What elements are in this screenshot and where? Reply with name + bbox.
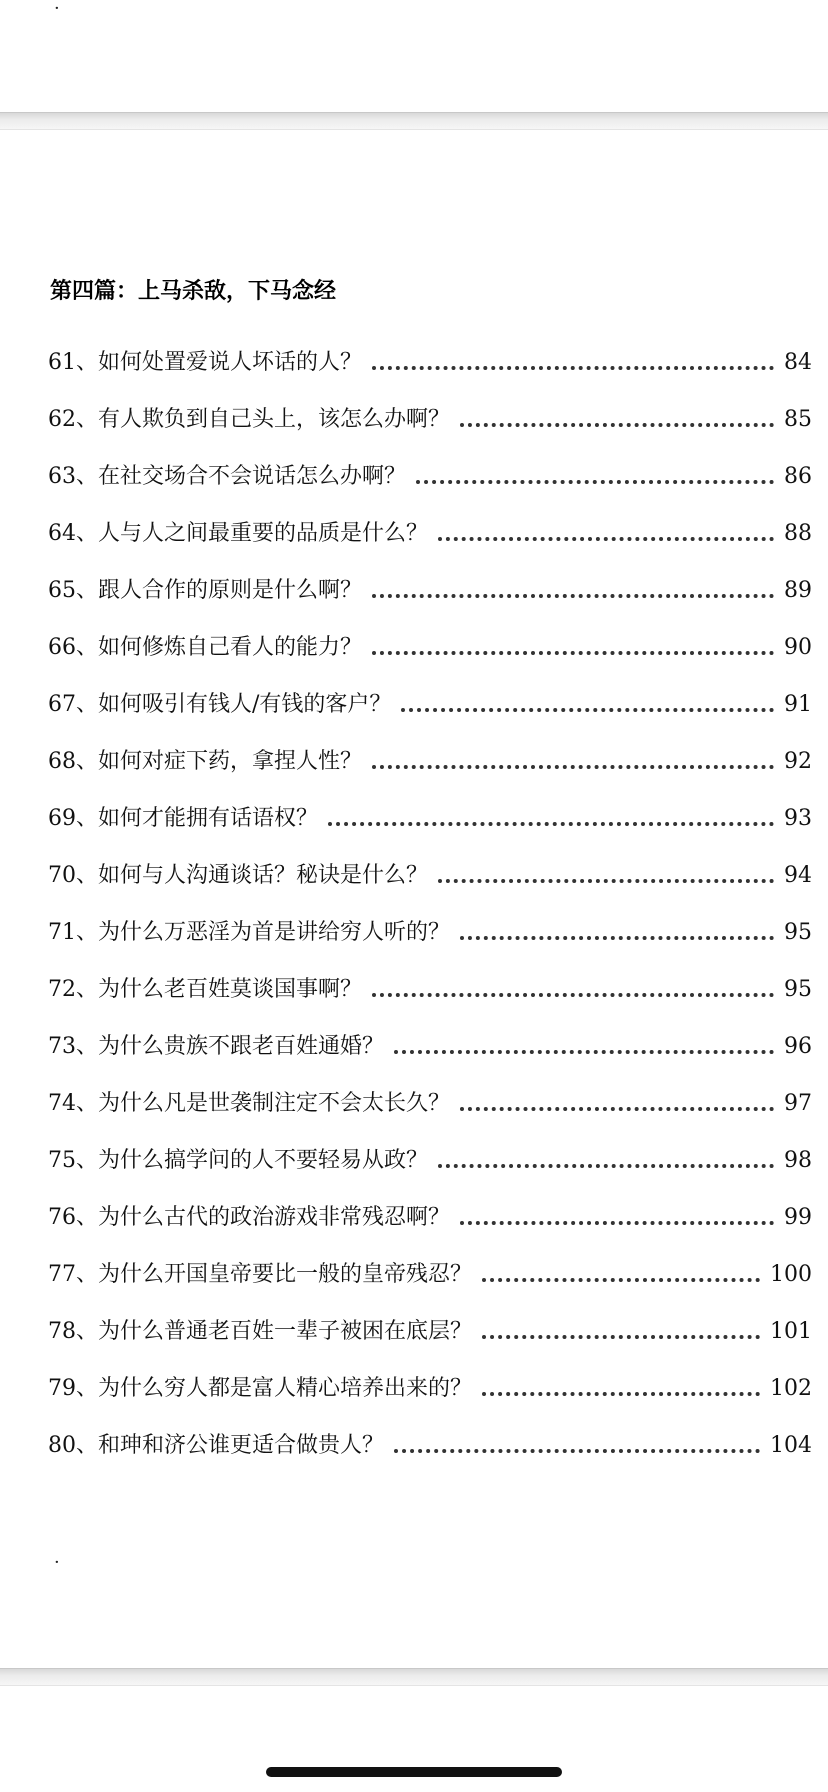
- toc-dot-leader: [460, 423, 774, 427]
- toc-entry[interactable]: [48, 615, 812, 672]
- toc-entry-title: 73、为什么贵族不跟老百姓通婚？: [48, 1034, 384, 1059]
- toc-entry-page-number: 100: [770, 1262, 812, 1287]
- toc-entry-title: 71、为什么万恶淫为首是讲给穷人听的？: [48, 920, 450, 945]
- toc-entry-page-number: 85: [784, 407, 812, 432]
- toc-entry[interactable]: [48, 558, 812, 615]
- toc-entry-title: 62、有人欺负到自己头上，该怎么办啊？: [48, 407, 450, 432]
- toc-entry[interactable]: [48, 957, 812, 1014]
- toc-dot-leader: [438, 879, 774, 883]
- table-of-contents: [48, 330, 812, 1470]
- toc-entry-page-number: 88: [784, 521, 812, 546]
- toc-entry-page-number: 104: [770, 1433, 812, 1458]
- toc-entry-title: 67、如何吸引有钱人/有钱的客户？: [48, 692, 392, 717]
- toc-entry[interactable]: [48, 330, 812, 387]
- toc-entry-page-number: 101: [770, 1319, 812, 1344]
- section-heading: 第四篇：上马杀敌，下马念经: [50, 279, 337, 304]
- toc-dot-leader: [460, 936, 774, 940]
- toc-entry-title: 79、为什么穷人都是富人精心培养出来的？: [48, 1376, 472, 1401]
- toc-dot-leader: [372, 651, 774, 655]
- toc-entry-page-number: 86: [784, 464, 812, 489]
- toc-entry[interactable]: [48, 501, 812, 558]
- toc-dot-leader: [372, 765, 774, 769]
- toc-entry[interactable]: [48, 672, 812, 729]
- toc-entry-page-number: 94: [784, 863, 812, 888]
- toc-entry[interactable]: [48, 1356, 812, 1413]
- toc-entry[interactable]: [48, 1071, 812, 1128]
- toc-entry-title: 74、为什么凡是世袭制注定不会太长久？: [48, 1091, 450, 1116]
- toc-entry-page-number: 91: [784, 692, 812, 717]
- toc-entry[interactable]: [48, 1185, 812, 1242]
- toc-entry-page-number: 97: [784, 1091, 812, 1116]
- toc-entry-title: 72、为什么老百姓莫谈国事啊？: [48, 977, 362, 1002]
- toc-dot-leader: [438, 1164, 774, 1168]
- toc-entry-page-number: 95: [784, 920, 812, 945]
- toc-entry-page-number: 90: [784, 635, 812, 660]
- toc-entry[interactable]: [48, 1299, 812, 1356]
- toc-entry[interactable]: [48, 1014, 812, 1071]
- toc-entry-page-number: 84: [784, 350, 812, 375]
- home-indicator[interactable]: [266, 1767, 562, 1777]
- toc-entry-title: 78、为什么普通老百姓一辈子被困在底层？: [48, 1319, 472, 1344]
- toc-dot-leader: [416, 480, 774, 484]
- toc-entry[interactable]: [48, 843, 812, 900]
- toc-entry-title: 61、如何处置爱说人坏话的人？: [48, 350, 362, 375]
- toc-entry-page-number: 98: [784, 1148, 812, 1173]
- toc-entry-page-number: 95: [784, 977, 812, 1002]
- toc-entry-title: 69、如何才能拥有话语权？: [48, 806, 318, 831]
- toc-entry-page-number: 99: [784, 1205, 812, 1230]
- toc-dot-leader: [482, 1392, 760, 1396]
- toc-entry-page-number: 102: [770, 1376, 812, 1401]
- toc-dot-leader: [401, 708, 774, 712]
- toc-entry-title: 80、和珅和济公谁更适合做贵人？: [48, 1433, 384, 1458]
- page-dot-top: ·: [54, 0, 60, 19]
- toc-entry[interactable]: [48, 1413, 812, 1470]
- toc-entry[interactable]: [48, 900, 812, 957]
- toc-dot-leader: [482, 1335, 760, 1339]
- toc-dot-leader: [482, 1278, 760, 1282]
- toc-entry-title: 66、如何修炼自己看人的能力？: [48, 635, 362, 660]
- page-separator-top: [0, 112, 828, 130]
- toc-dot-leader: [394, 1449, 760, 1453]
- toc-dot-leader: [460, 1107, 774, 1111]
- toc-entry[interactable]: [48, 786, 812, 843]
- toc-entry-page-number: 93: [784, 806, 812, 831]
- toc-entry[interactable]: [48, 1242, 812, 1299]
- toc-entry-title: 64、人与人之间最重要的品质是什么？: [48, 521, 428, 546]
- toc-dot-leader: [438, 537, 774, 541]
- toc-entry-title: 65、跟人合作的原则是什么啊？: [48, 578, 362, 603]
- page-separator-bottom: [0, 1668, 828, 1686]
- toc-dot-leader: [460, 1221, 774, 1225]
- toc-dot-leader: [372, 366, 774, 370]
- toc-entry-title: 63、在社交场合不会说话怎么办啊？: [48, 464, 406, 489]
- toc-entry-page-number: 92: [784, 749, 812, 774]
- toc-dot-leader: [328, 822, 774, 826]
- toc-entry-page-number: 89: [784, 578, 812, 603]
- toc-entry-title: 68、如何对症下药，拿捏人性？: [48, 749, 362, 774]
- toc-entry-title: 75、为什么搞学问的人不要轻易从政？: [48, 1148, 428, 1173]
- toc-dot-leader: [394, 1050, 774, 1054]
- page-dot-bottom: ·: [54, 1552, 60, 1573]
- toc-dot-leader: [372, 993, 774, 997]
- toc-entry[interactable]: [48, 1128, 812, 1185]
- toc-entry[interactable]: [48, 444, 812, 501]
- toc-entry-title: 77、为什么开国皇帝要比一般的皇帝残忍？: [48, 1262, 472, 1287]
- toc-dot-leader: [372, 594, 774, 598]
- toc-entry-title: 76、为什么古代的政治游戏非常残忍啊？: [48, 1205, 450, 1230]
- toc-entry-page-number: 96: [784, 1034, 812, 1059]
- toc-entry[interactable]: [48, 387, 812, 444]
- toc-entry[interactable]: [48, 729, 812, 786]
- toc-entry-title: 70、如何与人沟通谈话？秘诀是什么？: [48, 863, 428, 888]
